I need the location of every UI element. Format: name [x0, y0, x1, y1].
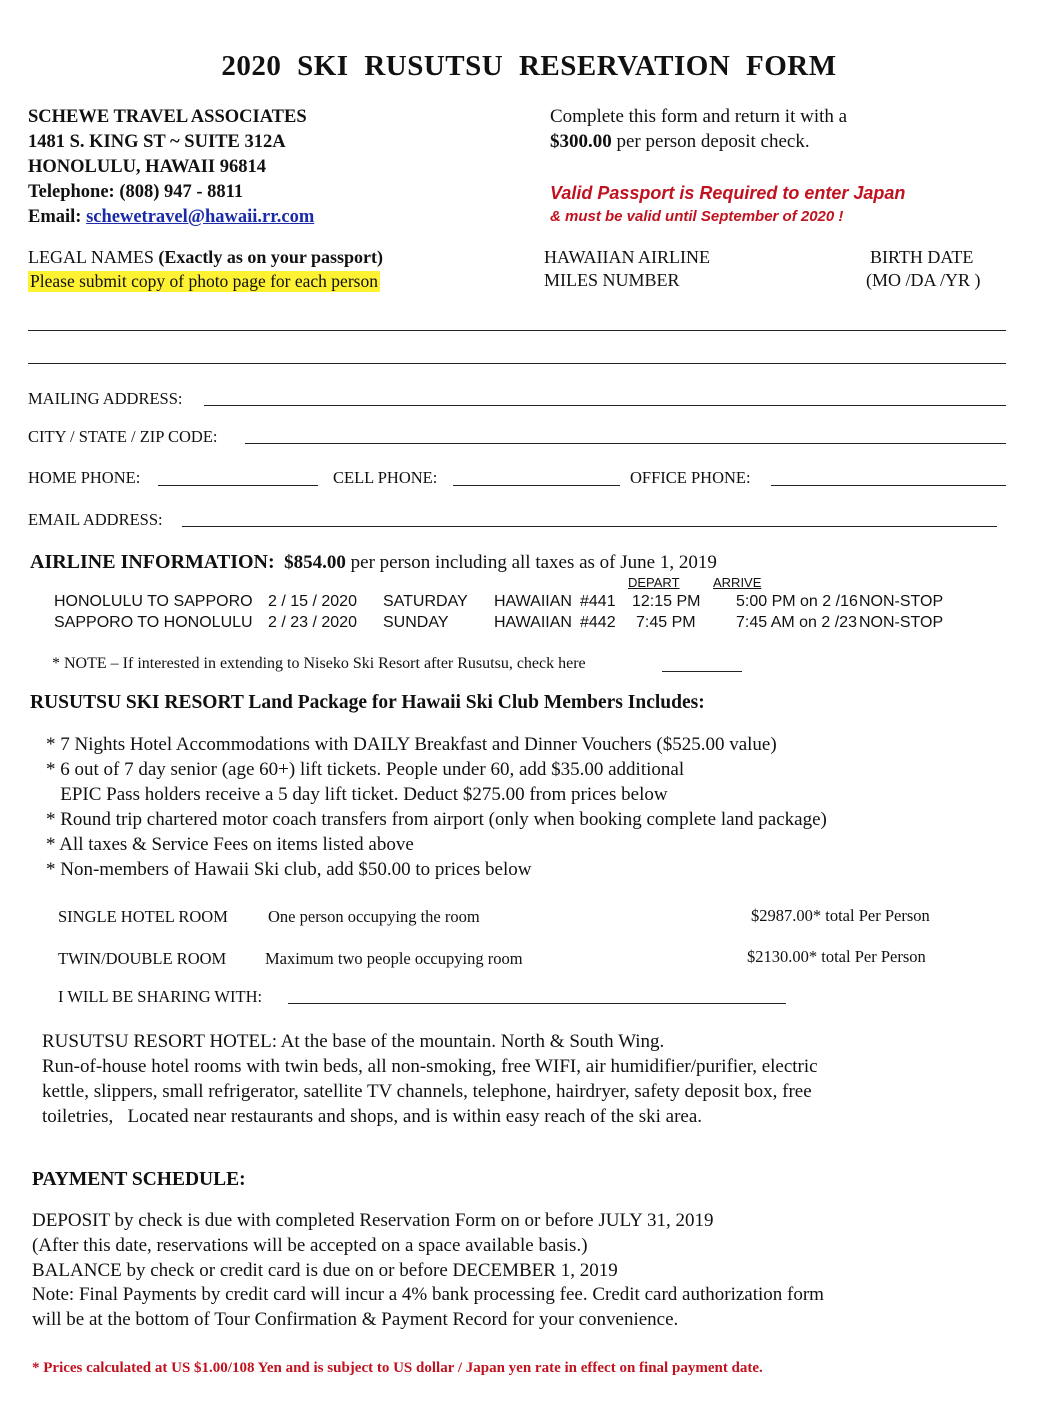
home-phone-field[interactable]: [158, 485, 318, 486]
name-line-2[interactable]: [28, 363, 1006, 364]
legal-names-label: LEGAL NAMES: [28, 247, 159, 267]
flight-1-day: SATURDAY: [383, 593, 468, 610]
flight-1-depart: 12:15 PM: [632, 593, 701, 610]
hotel-line-3: kettle, slippers, small refrigerator, satellite TV channels, telephone, hairdryer, safety deposit box, free: [42, 1081, 812, 1102]
package-bullet-6: * Non-members of Hawaii Ski club, add $50.00 to prices below: [46, 859, 532, 880]
mailing-address-label: MAILING ADDRESS:: [28, 389, 183, 408]
niseko-note: * NOTE – If interested in extending to Niseko Ski Resort after Rusutsu, check here: [52, 655, 586, 672]
deposit-amount: $300.00: [550, 131, 612, 152]
birth-date-header-1: BIRTH DATE: [870, 247, 974, 267]
package-bullet-3: EPIC Pass holders receive a 5 day lift ticket. Deduct $275.00 from prices below: [46, 784, 668, 805]
exchange-rate-footnote: * Prices calculated at US $1.00/108 Yen and is subject to US dollar / Japan yen rate in effect on final payment date.: [32, 1360, 763, 1376]
agency-email-link[interactable]: schewetravel@hawaii.rr.com: [86, 207, 315, 227]
flight-1-carrier: HAWAIIAN: [494, 593, 572, 610]
agency-city: HONOLULU, HAWAII 96814: [28, 157, 266, 177]
single-room-price: $2987.00* total Per Person: [751, 906, 930, 925]
payment-line-1: DEPOSIT by check is due with completed Reservation Form on or before JULY 31, 2019: [32, 1210, 714, 1231]
instructions-line2: [550, 131, 810, 153]
package-bullet-5: * All taxes & Service Fees on items listed above: [46, 834, 414, 855]
airline-info-line: [30, 551, 717, 574]
payment-line-5: will be at the bottom of Tour Confirmation & Payment Record for your convenience.: [32, 1309, 679, 1330]
instructions-line1: Complete this form and return it with a: [550, 106, 848, 127]
flight-2-type: NON-STOP: [859, 614, 944, 631]
legal-names-note: (Exactly as on your passport): [158, 247, 384, 267]
single-room-desc: One person occupying the room: [268, 907, 480, 926]
airline-price: $854.00: [284, 552, 346, 573]
cell-phone-field[interactable]: [453, 485, 620, 486]
hotel-line-1: RUSUTSU RESORT HOTEL: At the base of the mountain. North & South Wing.: [42, 1031, 665, 1052]
passport-warning: Valid Passport is Required to enter Japan: [550, 183, 906, 203]
flight-1-arrive: 5:00 PM on 2 /16: [736, 593, 858, 610]
airline-miles-header-2: MILES NUMBER: [544, 270, 680, 290]
package-bullet-4: * Round trip chartered motor coach transfers from airport (only when booking complete land package): [46, 809, 827, 830]
agency-email-line: [28, 207, 314, 228]
twin-room-name: TWIN/DOUBLE ROOM: [58, 949, 227, 968]
agency-street: 1481 S. KING ST ~ SUITE 312A: [28, 132, 286, 152]
city-state-zip-label: CITY / STATE / ZIP CODE:: [28, 427, 218, 446]
payment-line-3: BALANCE by check or credit card is due on or before DECEMBER 1, 2019: [32, 1260, 618, 1281]
deposit-text: per person deposit check.: [611, 131, 810, 152]
package-bullet-2: * 6 out of 7 day senior (age 60+) lift tickets. People under 60, add $35.00 additional: [46, 759, 685, 780]
sharing-with-field[interactable]: [288, 1003, 786, 1004]
niseko-checkbox-line[interactable]: [662, 671, 742, 672]
flight-1-type: NON-STOP: [859, 593, 944, 610]
birth-date-header-2: (MO /DA /YR ): [866, 270, 981, 290]
sharing-with-label: I WILL BE SHARING WITH:: [58, 987, 263, 1006]
email-label: Email:: [28, 207, 87, 227]
city-state-zip-field[interactable]: [245, 443, 1006, 444]
email-address-label: EMAIL ADDRESS:: [28, 510, 163, 529]
flight-2-route: SAPPORO TO HONOLULU: [54, 614, 253, 631]
office-phone-label: OFFICE PHONE:: [630, 468, 751, 487]
flight-2-number: #442: [580, 614, 616, 631]
single-room-name: SINGLE HOTEL ROOM: [58, 907, 228, 926]
legal-names-header: [28, 247, 383, 268]
hotel-line-4: toiletries, Located near restaurants and shops, and is within easy reach of the ski area.: [42, 1106, 703, 1127]
passport-validity: & must be valid until September of 2020 !: [550, 208, 844, 225]
flight-1-route: HONOLULU TO SAPPORO: [54, 593, 253, 610]
arrive-column-header: ARRIVE: [713, 575, 762, 590]
twin-room-desc: Maximum two people occupying room: [265, 949, 523, 968]
mailing-address-field[interactable]: [204, 405, 1006, 406]
flight-1-date: 2 / 15 / 2020: [268, 593, 357, 610]
name-line-1[interactable]: [28, 330, 1006, 331]
depart-column-header: DEPART: [628, 575, 680, 590]
twin-room-price: $2130.00* total Per Person: [747, 947, 926, 966]
flight-2-date: 2 / 23 / 2020: [268, 614, 357, 631]
flight-2-day: SUNDAY: [383, 614, 449, 631]
home-phone-label: HOME PHONE:: [28, 468, 141, 487]
airline-price-note: per person including all taxes as of June 1, 2019: [345, 552, 717, 573]
airline-miles-header-1: HAWAIIAN AIRLINE: [544, 247, 711, 267]
flight-2-arrive: 7:45 AM on 2 /23: [736, 614, 857, 631]
package-bullet-1: * 7 Nights Hotel Accommodations with DAILY Breakfast and Dinner Vouchers ($525.00 value): [46, 734, 777, 755]
cell-phone-label: CELL PHONE:: [333, 468, 438, 487]
flight-1-number: #441: [580, 593, 616, 610]
office-phone-field[interactable]: [771, 485, 1006, 486]
airline-info-heading: AIRLINE INFORMATION:: [30, 551, 275, 573]
flight-2-depart: 7:45 PM: [636, 614, 696, 631]
agency-telephone: Telephone: (808) 947 - 8811: [28, 182, 244, 202]
package-heading: RUSUTSU SKI RESORT Land Package for Hawaii Ski Club Members Includes:: [30, 692, 705, 713]
email-address-field[interactable]: [182, 526, 997, 527]
page-title: 2020 SKI RUSUTSU RESERVATION FORM: [221, 50, 837, 82]
flight-2-carrier: HAWAIIAN: [494, 614, 572, 631]
payment-line-2: (After this date, reservations will be accepted on a space available basis.): [32, 1235, 588, 1256]
payment-line-4: Note: Final Payments by credit card will incur a 4% bank processing fee. Credit card authorization form: [32, 1284, 824, 1305]
agency-name: SCHEWE TRAVEL ASSOCIATES: [28, 107, 307, 127]
hotel-line-2: Run-of-house hotel rooms with twin beds, all non-smoking, free WIFI, air humidifier/purifier, electric: [42, 1056, 818, 1077]
photo-page-note: Please submit copy of photo page for each person: [30, 271, 378, 291]
payment-heading: PAYMENT SCHEDULE:: [32, 1169, 246, 1190]
